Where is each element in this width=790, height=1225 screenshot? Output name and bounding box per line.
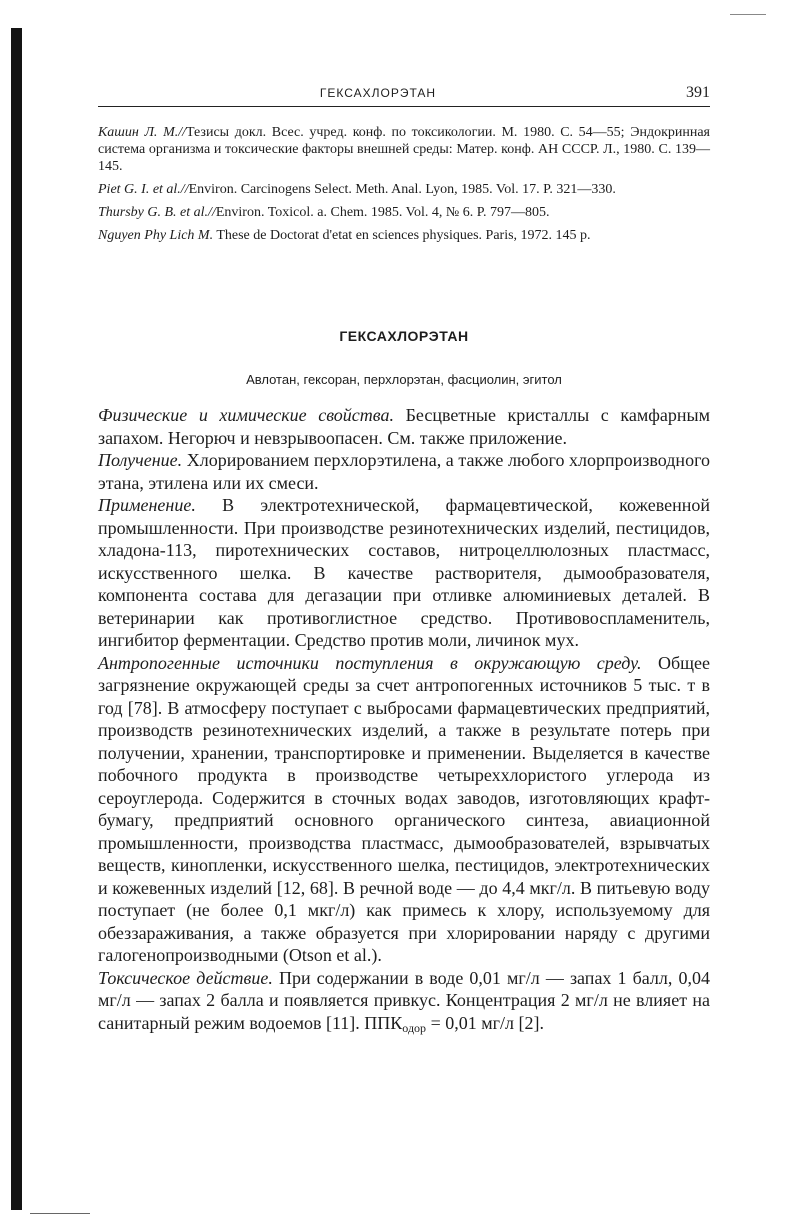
reference-item (98, 204, 710, 221)
scan-mark (730, 14, 766, 15)
article-body (98, 404, 710, 1039)
reference-list (98, 124, 710, 250)
subscript-odor: одор (402, 1020, 427, 1035)
section-heading: Применение. (98, 495, 196, 515)
section-text: Бесцветные кристаллы с камфарным запахом. Негорюч и невзрывоопасен. См. также приложение. (98, 405, 710, 448)
section-text: При содержании в воде 0,01 мг/л — запах 1 балл, 0,04 мг/л — запах 2 балла и появляется привкус. Концентрация 2 мг/л не влияет на санитарный режим водоемов [11]. ППК (98, 967, 710, 1033)
reference-text: Environ. Carcinogens Select. Meth. Anal. Lyon, 1985. Vol. 17. P. 321—330. (188, 182, 616, 197)
section-text: В электротехнической, фармацевтической, кожевенной промышленности. При производстве резинотехнических изделий, пестицидов, хладона-113, пиротехнических составов, нитроцеллюлозных пластмасс, искусственного шелка. В качестве растворителя, дымообразователя, компонента состава для дегазации при отливке алюминиевых деталей. В ветеринарии как противоглистное средство. Противовоспламенитель, ингибитор ферментации. Средство против моли, личинок мух. (98, 495, 710, 650)
reference-text: These de Doctorat d'etat en sciences physiques. Paris, 1972. 145 p. (213, 228, 591, 243)
article-synonyms: Авлотан, гексоран, перхлорэтан, фасциолин, эгитол (246, 372, 562, 387)
section-heading: Токсическое действие. (98, 967, 273, 988)
reference-author: Кашин Л. М.// (98, 125, 187, 140)
reference-author: Thursby G. B. et al.// (98, 205, 216, 220)
section-production (98, 449, 710, 494)
page-number: 391 (686, 84, 710, 101)
section-heading: Антропогенные источники поступления в окружающую среду. (98, 652, 642, 673)
binding-edge (11, 28, 22, 1210)
section-toxic-action (98, 967, 710, 1040)
reference-item (98, 124, 710, 175)
section-heading: Получение. (98, 450, 183, 470)
section-text-tail: = 0,01 мг/л [2]. (426, 1012, 544, 1033)
section-heading: Физические и химические свойства. (98, 405, 394, 425)
reference-text: Тезисы докл. Всес. учред. конф. по токсикологии. М. 1980. С. 54—55; Эндокринная система организма и токсические факторы внешней среды: Матер. конф. АН СССР. Л., 1980. С. 139—145. (98, 125, 710, 174)
reference-item (98, 227, 710, 244)
reference-text: Environ. Toxicol. a. Chem. 1985. Vol. 4, № 6. P. 797—805. (215, 205, 550, 220)
section-application (98, 494, 710, 652)
article-title: ГЕКСАХЛОРЭТАН (339, 328, 469, 344)
scan-mark-bottom (30, 1213, 90, 1214)
running-title: ГЕКСАХЛОРЭТАН (319, 86, 437, 100)
reference-author: Nguyen Phy Lich M. (98, 228, 214, 243)
section-text: Хлорированием перхлорэтилена, а также любого хлорпроизводного этана, этилена или их смеси. (98, 450, 710, 493)
section-sources (98, 652, 710, 967)
reference-author: Piet G. I. et al.// (98, 182, 189, 197)
page-header (98, 84, 710, 107)
section-text: Общее загрязнение окружающей среды за счет антропогенных источников 5 тыс. т в год [78]. В атмосферу поступает с выбросами фармацевтических предприятий, производств резинотехнических изделий, а также в результате потерь при получении, хранении, транспортировке и применении. Выделяется в качестве побочного продукта в производстве четыреххлористого углерода из сероуглерода. Содержится в сточных водах заводов, изготовляющих крафт-бумагу, предприятий основного органического синтеза, авиационной промышленности, производства пластмасс, дымообразователей, взрывчатых веществ, кинопленки, искусственного шелка, пестицидов, электротехнических и кожевенных изделий [12, 68]. В речной воде — до 4,4 мкг/л. В питьевую воду поступает (не более 0,1 мкг/л) как примесь к хлору, используемому для обеззараживания, а также образуется при хлорировании наряду с другими галогенопроизводными (Otson et al.). (98, 652, 710, 965)
reference-item (98, 181, 710, 198)
section-physical-properties (98, 404, 710, 449)
